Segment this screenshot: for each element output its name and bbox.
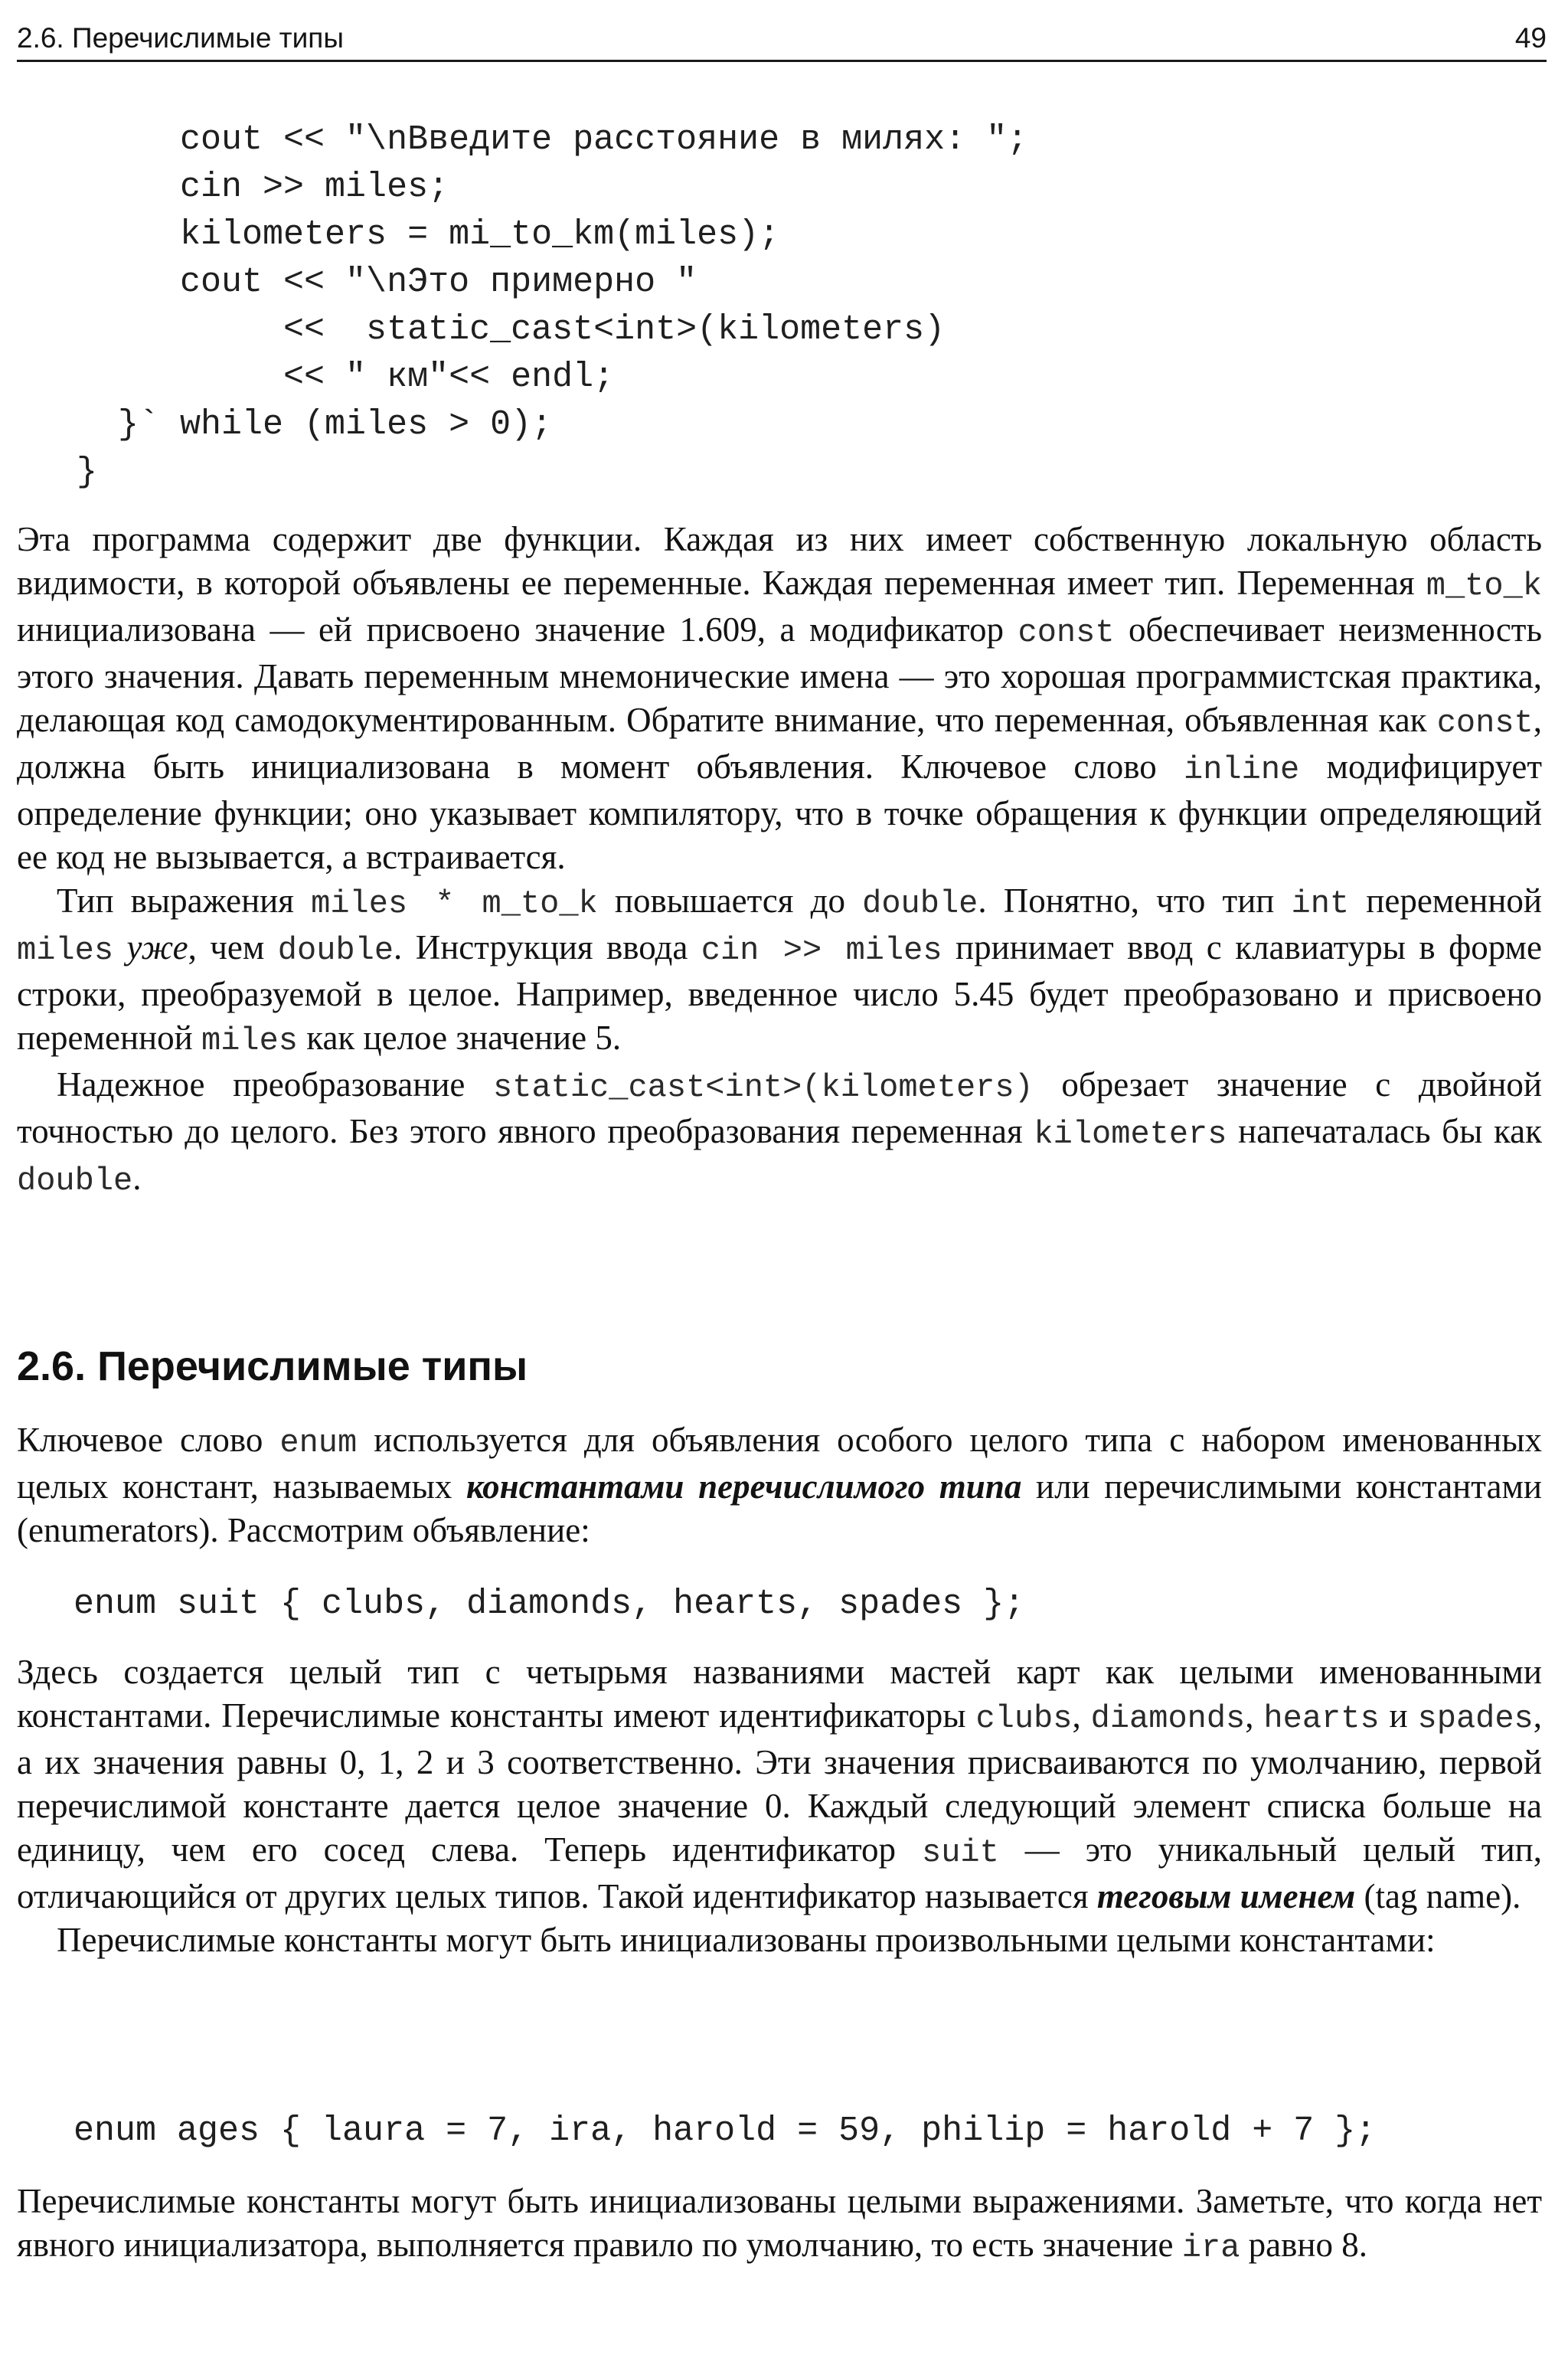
- code-line: }: [77, 453, 98, 492]
- paragraph-enum-suit-explanation: Здесь создается целый тип с четырьмя названиями мастей карт как целыми именованными константами. Перечислимые константы имеют идентификаторы clubs, diamonds, hearts и spades, а их значения равны 0, 1, 2 и 3 соответственно. Эти значения присваиваются по умолчанию, первой перечислимой константе дается целое значение 0. Каждый следующий элемент списка больше на единицу, чем его сосед слева. Теперь идентификатор suit — это уникальный целый тип, отличающийся от других целых типов. Такой идентификатор называется теговым именем (tag name).: [17, 1653, 1543, 1915]
- paragraph-static-cast: Надежное преобразование static_cast<int>(kilometers) обрезает значение с двойной точностью до целого. Без этого явного преобразования переменная kilometers напечаталась бы как double.: [17, 1065, 1542, 1199]
- code-line: cout << "\nЭто примерно ": [77, 263, 697, 302]
- inline-code: m_to_k: [1426, 567, 1542, 604]
- body-text-enum-expressions: [17, 2180, 1542, 2270]
- page-number: 49: [1514, 22, 1547, 54]
- paragraph-enum-keyword: Ключевое слово enum используется для объявления особого целого типа с набором именованных целых констант, называемых константами перечислимого типа или перечислимыми константами (enumerators). Рассмотрим объявление:: [17, 1421, 1542, 1549]
- paragraph-program-description: Эта программа содержит две функции. Каждая из них имеет собственную локальную область видимости, в которой объявлены ее переменные. Каждая переменная имеет тип. Переменная m_to_k инициализована — ей присвоено значение 1.609, а модификатор const обеспечивает неизменность этого значения. Давать переменным мнемонические имена — это хорошая программистская практика, делающая код самодокументированным. Обратите внимание, что переменная, объявленная как const, должна быть инициализована в момент объявления. Ключевое слово inline модифицирует определение функции; оно указывает компилятору, что в точке обращения к функции определяющий ее код не вызывается, а встраивается.: [17, 520, 1542, 876]
- code-line: << " км"<< endl;: [77, 358, 615, 397]
- inline-code: const: [1018, 614, 1115, 651]
- inline-code: kilometers: [1034, 1116, 1227, 1153]
- inline-code: suit: [922, 1834, 999, 1871]
- inline-code: miles: [17, 932, 114, 969]
- emphasis: уже: [126, 928, 188, 967]
- inline-code: double: [862, 885, 978, 922]
- body-text-enum-intro: [17, 1418, 1542, 1552]
- running-header: [17, 20, 1547, 62]
- inline-code: double: [277, 932, 394, 969]
- inline-code: spades: [1417, 1700, 1534, 1737]
- section-heading: 2.6. Перечислимые типы: [17, 1343, 528, 1389]
- inline-code: enum: [279, 1424, 358, 1461]
- running-title: 2.6. Перечислимые типы: [17, 22, 344, 54]
- inline-code: miles * m_to_k: [311, 885, 598, 922]
- inline-code: diamonds: [1090, 1700, 1246, 1737]
- inline-code: double: [17, 1163, 133, 1199]
- inline-code: hearts: [1263, 1700, 1380, 1737]
- inline-code: static_cast<int>(kilometers): [493, 1069, 1034, 1106]
- code-line: kilometers = mi_to_km(miles);: [77, 215, 780, 254]
- inline-code: miles: [201, 1022, 299, 1059]
- inline-code: cin >> miles: [701, 932, 942, 969]
- body-text-enum-details: [17, 1650, 1542, 1962]
- emphasis: теговым именем: [1096, 1877, 1356, 1915]
- code-line: << static_cast<int>(kilometers): [77, 310, 946, 349]
- code-line: cin >> miles;: [77, 168, 449, 207]
- inline-code: inline: [1184, 751, 1300, 788]
- paragraph-type-promotion: Тип выражения miles * m_to_k повышается до double. Понятно, что тип int переменной miles уже, чем double. Инструкция ввода cin >> miles принимает ввод с клавиатуры в форме строки, преобразуемой в целое. Например, введенное число 5.45 будет преобразовано и присвоено переменной miles как целое значение 5.: [17, 881, 1543, 1059]
- code-enum-suit: enum suit { clubs, diamonds, hearts, spades };: [74, 1585, 1025, 1624]
- code-line: cout << "\nВведите расстояние в милях: ";: [77, 120, 1028, 159]
- paragraph-enum-expressions: Перечислимые константы могут быть инициализованы целыми выражениями. Заметьте, что когда нет явного инициализатора, выполняется правило по умолчанию, то есть значение ira равно 8.: [17, 2182, 1542, 2266]
- body-text-upper: [17, 518, 1542, 1203]
- emphasis: константами перечислимого типа: [466, 1467, 1022, 1506]
- code-enum-ages: enum ages { laura = 7, ira, harold = 59, philip = harold + 7 };: [74, 2111, 1377, 2151]
- paragraph-enum-initialization: Перечислимые константы могут быть инициализованы произвольными целыми константами:: [57, 1921, 1436, 1959]
- inline-code: const: [1436, 705, 1534, 741]
- inline-code: int: [1291, 885, 1350, 922]
- inline-code: clubs: [975, 1700, 1073, 1737]
- code-listing-top: [77, 116, 1027, 496]
- code-line: }` while (miles > 0);: [77, 405, 553, 444]
- inline-code: ira: [1181, 2229, 1240, 2266]
